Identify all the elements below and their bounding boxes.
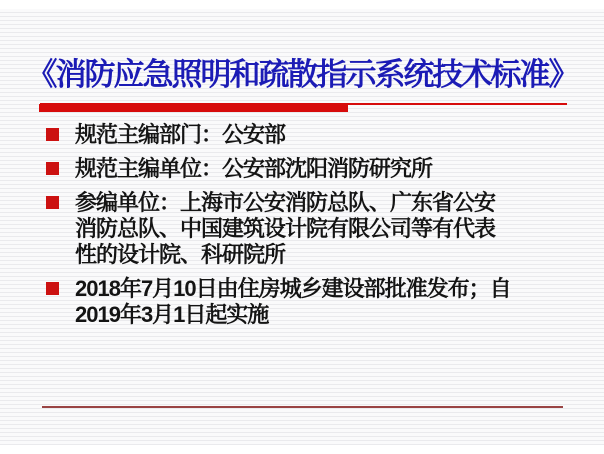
bullet-line: 规范主编部门：公安部 [75, 122, 286, 147]
slide-title: 《消防应急照明和疏散指示系统技术标准》 [26, 57, 578, 92]
bullet-square-icon [46, 128, 59, 141]
bullet-line: 参编单位：上海市公安消防总队、广东省公安 [75, 190, 496, 215]
footer-divider [42, 406, 563, 408]
bullet-line: 2018年7月10日由住房城乡建设部批准发布；自 [75, 276, 511, 301]
bullet-item-publication-dates [46, 276, 562, 328]
title-underline-bar [39, 104, 348, 112]
bullet-line: 性的设计院、科研院所 [75, 242, 286, 267]
bullet-square-icon [46, 196, 59, 209]
bullet-square-icon [46, 162, 59, 175]
bullet-item-chief-unit [46, 156, 562, 182]
bullet-item-chief-department [46, 122, 562, 148]
bullet-line: 消防总队、中国建筑设计院有限公司等有代表 [75, 216, 496, 241]
bullet-list [46, 122, 562, 336]
bullet-square-icon [46, 282, 59, 295]
bullet-line: 规范主编单位：公安部沈阳消防研究所 [75, 156, 433, 181]
bullet-line: 2019年3月1日起实施 [75, 302, 269, 327]
bullet-item-participating-units [46, 190, 562, 268]
